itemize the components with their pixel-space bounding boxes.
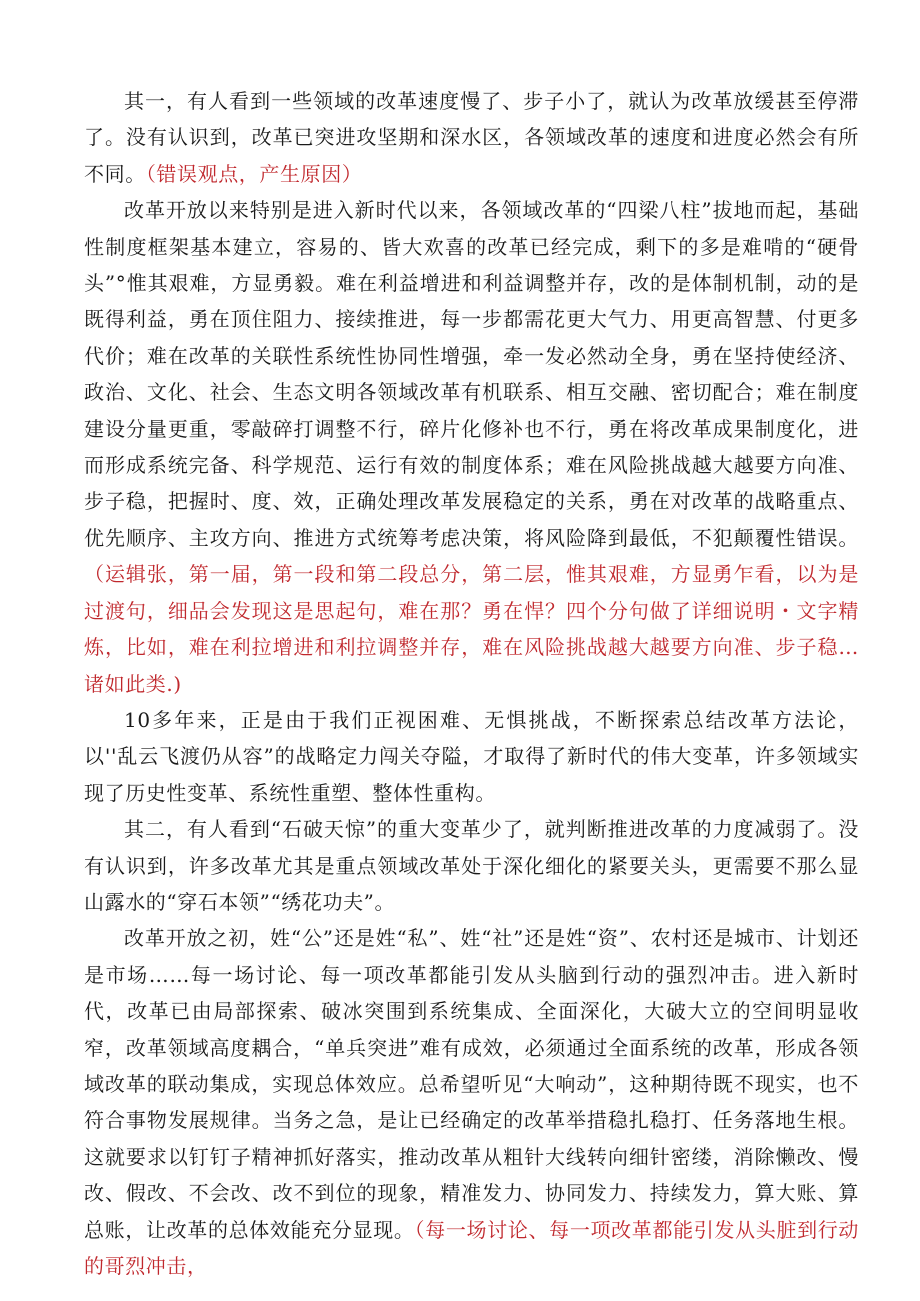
paragraph-1-text: 其一，有人看到一些领域的改革速度慢了、步子小了，就认为改革放缓甚至停滞了。没有认识到，改革已突进攻坚期和深水区，各领域改革的速度和进度必然会有所不同。 <box>84 89 859 186</box>
paragraph-2-text: 改革开放以来特别是进入新时代以来，各领域改革的“四梁八柱”拔地而起，基础性制度框架基本建立，容易的、皆大欢喜的改革已经完成，剩下的多是难啃的“硬骨头”°惟其艰难，方显勇毅。难在利益增进和利益调整并存，改的是体制机制，动的是既得利益，勇在顶住阻力、接续推进，每一步都需花更大气力、用更高智慧、付更多代价；难在改革的关联性系统性协同性增强，牵一发必然动全身，勇在坚持使经济、政治、文化、社会、生态文明各领域改革有机联系、相互交融、密切配合；难在制度建设分量更重，零敲碎打调整不行，碎片化修补也不行，勇在将改革成果制度化，进而形成系统完备、科学规范、运行有效的制度体系；难在风险挑战越大越要方向准、步子稳，把握时、度、效，正确处理改革发展稳定的关系，勇在对改革的战略重点、优先顺序、主攻方向、推进方式统筹考虑决策，将风险降到最低，不犯颠覆性错误。 <box>84 198 859 550</box>
paragraph-1 <box>84 83 859 192</box>
paragraph-5-annotation: （每一场讨论、每一项改革都能引发从头脏到行动的哥烈冲击， <box>84 1217 859 1278</box>
paragraph-4-text: 其二，有人看到“石破天惊”的重大变革少了，就判断推进改革的力度减弱了。没有认识到，许多改革尤其是重点领域改革处于深化细化的紧要关头，更需要不那么显山露水的“穿石本领”“绣花功夫”。 <box>84 817 859 914</box>
paragraph-3-text: 10多年来，正是由于我们正视困难、无惧挑战，不断探索总结改革方法论，以''乱云飞渡仍从容”的战略定力闯关夺隘，才取得了新时代的伟大变革，许多领域实现了历史性变革、系统性重塑、整体性重构。 <box>84 707 859 805</box>
paragraph-2 <box>84 192 859 702</box>
document-page <box>84 83 859 1284</box>
paragraph-1-annotation: （错误观点，产生原因） <box>145 161 363 186</box>
paragraph-5-text: 改革开放之初，姓“公”还是姓“私”、姓“社”还是姓“资”、农村还是城市、计划还是市场……每一场讨论、每一项改革都能引发从头脑到行动的强烈冲击。进入新时代，改革已由局部探索、破冰突围到系统集成、全面深化，大破大立的空间明显收窄，改革领域高度耦合，“单兵突进”难有成效，必须通过全面系统的改革，形成各领域改革的联动集成，实现总体效应。总希望听见“大响动”，这种期待既不现实，也不符合事物发展规律。当务之急，是让已经确定的改革举措稳扎稳打、任务落地生根。这就要求以钉钉子精神抓好落实，推动改革从粗针大线转向细针密缕，消除懒改、慢改、假改、不会改、改不到位的现象，精准发力、协同发力、持续发力，算大账、算总账，让改革的总体效能充分显现。 <box>84 926 859 1242</box>
paragraph-4 <box>84 811 859 920</box>
paragraph-2-annotation: （运辑张，第一届，第一段和第二段总分，第二层，惟其艰难，方显勇乍看，以为是过渡句，细品会发现这是思起句，难在那？勇在悍？四个分句做了详细说明・文字精炼，比如，难在利拉增进和利拉调整并存，难在风险挑战越大越要方向准、步子稳…诸如此类.) <box>84 562 859 696</box>
paragraph-5 <box>84 920 859 1284</box>
paragraph-3 <box>84 702 859 811</box>
